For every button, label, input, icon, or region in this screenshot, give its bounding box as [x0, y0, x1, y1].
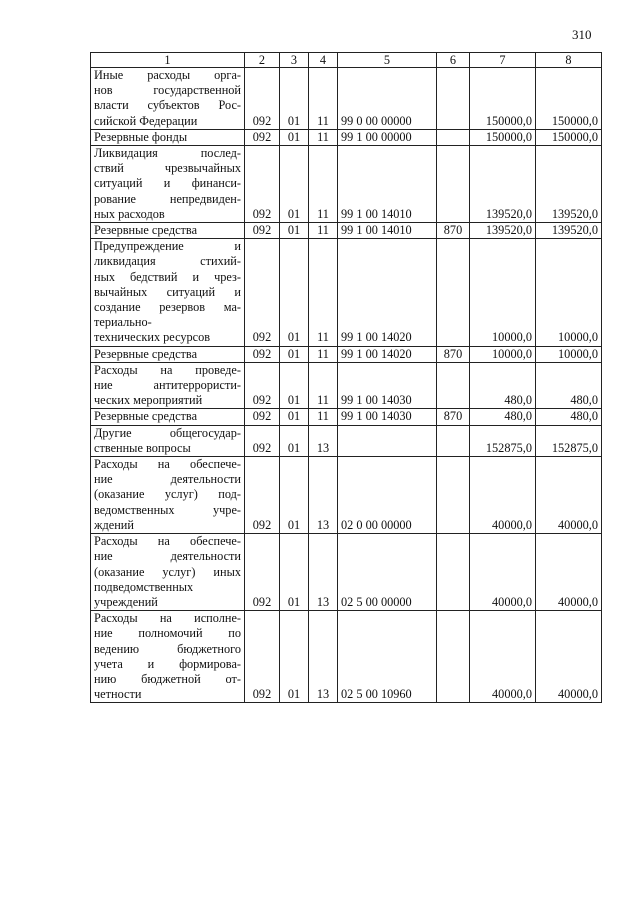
row-name-line: подведомственных [94, 579, 194, 594]
column-header-6: 6 [437, 53, 470, 68]
expense-type-cell [437, 146, 470, 223]
target-article-cell: 02 5 00 10960 [338, 611, 437, 703]
department-code-cell: 092 [245, 611, 280, 703]
row-name-line: ние деятельности [94, 549, 241, 564]
row-name-line: Ликвидация послед- [94, 146, 241, 161]
subsection-code-cell: 13 [309, 457, 338, 534]
row-name-line: ние полномочий по [94, 626, 241, 641]
amount-cell: 10000,0 [536, 346, 602, 362]
amount-cell: 40000,0 [536, 457, 602, 534]
amount-cell: 139520,0 [470, 146, 536, 223]
column-header-7: 7 [470, 53, 536, 68]
row-name-cell [91, 223, 245, 239]
table-row [91, 611, 602, 703]
target-article-cell: 99 1 00 14010 [338, 146, 437, 223]
expense-type-cell: 870 [437, 346, 470, 362]
department-code-cell: 092 [245, 362, 280, 409]
row-name-line: рование непредвиден- [94, 191, 241, 206]
section-code-cell: 01 [280, 129, 309, 145]
subsection-code-cell: 11 [309, 129, 338, 145]
row-name-line: власти субъектов Рос- [94, 98, 241, 113]
section-code-cell: 01 [280, 362, 309, 409]
header-row [91, 53, 602, 68]
target-article-cell: 99 1 00 00000 [338, 129, 437, 145]
amount-cell: 40000,0 [536, 611, 602, 703]
subsection-code-cell: 13 [309, 534, 338, 611]
table-row [91, 239, 602, 346]
row-name-line: ственные вопросы [94, 440, 191, 455]
department-code-cell: 092 [245, 239, 280, 346]
amount-cell: 150000,0 [536, 129, 602, 145]
expense-type-cell [437, 457, 470, 534]
amount-cell: 150000,0 [536, 68, 602, 130]
row-name-line: Резервные средства [94, 346, 198, 361]
section-code-cell: 01 [280, 425, 309, 456]
amount-cell: 152875,0 [470, 425, 536, 456]
table-body [91, 68, 602, 703]
subsection-code-cell: 13 [309, 425, 338, 456]
row-name-line: Предупреждение и [94, 239, 241, 254]
department-code-cell: 092 [245, 223, 280, 239]
table-row [91, 362, 602, 409]
table-row [91, 425, 602, 456]
amount-cell: 10000,0 [470, 239, 536, 346]
amount-cell: 139520,0 [470, 223, 536, 239]
target-article-cell [338, 425, 437, 456]
row-name-line: (оказание услуг) иных [94, 564, 241, 579]
table-row [91, 146, 602, 223]
row-name-line: Резервные средства [94, 409, 198, 424]
row-name-line: ждений [94, 517, 134, 532]
column-header-5: 5 [338, 53, 437, 68]
target-article-cell: 99 1 00 14030 [338, 362, 437, 409]
expense-type-cell [437, 239, 470, 346]
department-code-cell: 092 [245, 457, 280, 534]
row-name-cell [91, 68, 245, 130]
target-article-cell: 99 0 00 00000 [338, 68, 437, 130]
amount-cell: 480,0 [470, 409, 536, 425]
row-name-line: ных расходов [94, 206, 165, 221]
amount-cell: 480,0 [536, 409, 602, 425]
row-name-line: ческих мероприятий [94, 393, 203, 408]
section-code-cell: 01 [280, 534, 309, 611]
page-number: 310 [572, 27, 592, 42]
row-name-line: Расходы на исполне- [94, 611, 241, 626]
row-name-cell [91, 409, 245, 425]
subsection-code-cell: 11 [309, 68, 338, 130]
row-name-line: Резервные фонды [94, 129, 188, 144]
expense-type-cell: 870 [437, 223, 470, 239]
subsection-code-cell: 11 [309, 239, 338, 346]
row-name-cell [91, 425, 245, 456]
row-name-line: ситуаций и финанси- [94, 176, 241, 191]
row-name-line: ведомственных учре- [94, 502, 241, 517]
row-name-cell [91, 129, 245, 145]
department-code-cell: 092 [245, 409, 280, 425]
table-row [91, 129, 602, 145]
expense-type-cell [437, 611, 470, 703]
row-name-line: Расходы на обеспече- [94, 457, 241, 472]
section-code-cell: 01 [280, 611, 309, 703]
subsection-code-cell: 11 [309, 346, 338, 362]
expense-type-cell [437, 68, 470, 130]
department-code-cell: 092 [245, 146, 280, 223]
section-code-cell: 01 [280, 346, 309, 362]
table-row [91, 457, 602, 534]
department-code-cell: 092 [245, 346, 280, 362]
row-name-line: ликвидация стихий- [94, 254, 241, 269]
amount-cell: 150000,0 [470, 68, 536, 130]
section-code-cell: 01 [280, 457, 309, 534]
row-name-line: Расходы на обеспече- [94, 534, 241, 549]
subsection-code-cell: 11 [309, 409, 338, 425]
section-code-cell: 01 [280, 409, 309, 425]
expense-type-cell [437, 534, 470, 611]
row-name-cell [91, 457, 245, 534]
row-name-line: технических ресурсов [94, 330, 211, 345]
target-article-cell: 02 0 00 00000 [338, 457, 437, 534]
table-row [91, 223, 602, 239]
amount-cell: 150000,0 [470, 129, 536, 145]
section-code-cell: 01 [280, 146, 309, 223]
column-header-3: 3 [280, 53, 309, 68]
amount-cell: 10000,0 [536, 239, 602, 346]
row-name-line: ствий чрезвычайных [94, 161, 241, 176]
row-name-line: Иные расходы орга- [94, 68, 241, 82]
amount-cell: 40000,0 [470, 534, 536, 611]
table-row [91, 409, 602, 425]
row-name-line: учета и формирова- [94, 656, 241, 671]
amount-cell: 40000,0 [470, 611, 536, 703]
row-name-line: ние деятельности [94, 472, 241, 487]
department-code-cell: 092 [245, 68, 280, 130]
row-name-line: Резервные средства [94, 223, 198, 238]
row-name-line: ных бедствий и чрез- [94, 269, 241, 284]
row-name-line: учреждений [94, 594, 158, 609]
expense-type-cell [437, 362, 470, 409]
expense-type-cell [437, 425, 470, 456]
department-code-cell: 092 [245, 425, 280, 456]
column-header-8: 8 [536, 53, 602, 68]
table-row [91, 534, 602, 611]
expense-type-cell: 870 [437, 409, 470, 425]
table-row [91, 68, 602, 130]
row-name-line: сийской Федерации [94, 113, 198, 128]
target-article-cell: 99 1 00 14010 [338, 223, 437, 239]
row-name-line: ведению бюджетного [94, 641, 241, 656]
row-name-line: териально- [94, 315, 152, 330]
department-code-cell: 092 [245, 129, 280, 145]
amount-cell: 40000,0 [536, 534, 602, 611]
subsection-code-cell: 11 [309, 146, 338, 223]
subsection-code-cell: 13 [309, 611, 338, 703]
subsection-code-cell: 11 [309, 362, 338, 409]
row-name-line: создание резервов ма- [94, 300, 241, 315]
row-name-line: ние антитеррористи- [94, 378, 241, 393]
column-header-1: 1 [91, 53, 245, 68]
department-code-cell: 092 [245, 534, 280, 611]
section-code-cell: 01 [280, 68, 309, 130]
amount-cell: 10000,0 [470, 346, 536, 362]
row-name-line: Другие общегосудар- [94, 425, 241, 440]
row-name-line: вычайных ситуаций и [94, 284, 241, 299]
amount-cell: 480,0 [470, 362, 536, 409]
row-name-cell [91, 534, 245, 611]
expense-type-cell [437, 129, 470, 145]
column-header-2: 2 [245, 53, 280, 68]
column-header-4: 4 [309, 53, 338, 68]
amount-cell: 139520,0 [536, 223, 602, 239]
row-name-line: нию бюджетной от- [94, 671, 241, 686]
target-article-cell: 99 1 00 14020 [338, 346, 437, 362]
row-name-cell [91, 362, 245, 409]
subsection-code-cell: 11 [309, 223, 338, 239]
row-name-line: нов государственной [94, 83, 241, 98]
row-name-cell [91, 346, 245, 362]
row-name-cell [91, 146, 245, 223]
amount-cell: 40000,0 [470, 457, 536, 534]
section-code-cell: 01 [280, 223, 309, 239]
target-article-cell: 99 1 00 14020 [338, 239, 437, 346]
row-name-line: Расходы на проведе- [94, 362, 241, 377]
target-article-cell: 02 5 00 00000 [338, 534, 437, 611]
row-name-line: четности [94, 687, 142, 702]
section-code-cell: 01 [280, 239, 309, 346]
amount-cell: 480,0 [536, 362, 602, 409]
table-row [91, 346, 602, 362]
amount-cell: 152875,0 [536, 425, 602, 456]
target-article-cell: 99 1 00 14030 [338, 409, 437, 425]
budget-table [90, 52, 602, 703]
row-name-cell [91, 611, 245, 703]
amount-cell: 139520,0 [536, 146, 602, 223]
row-name-cell [91, 239, 245, 346]
row-name-line: (оказание услуг) под- [94, 487, 241, 502]
